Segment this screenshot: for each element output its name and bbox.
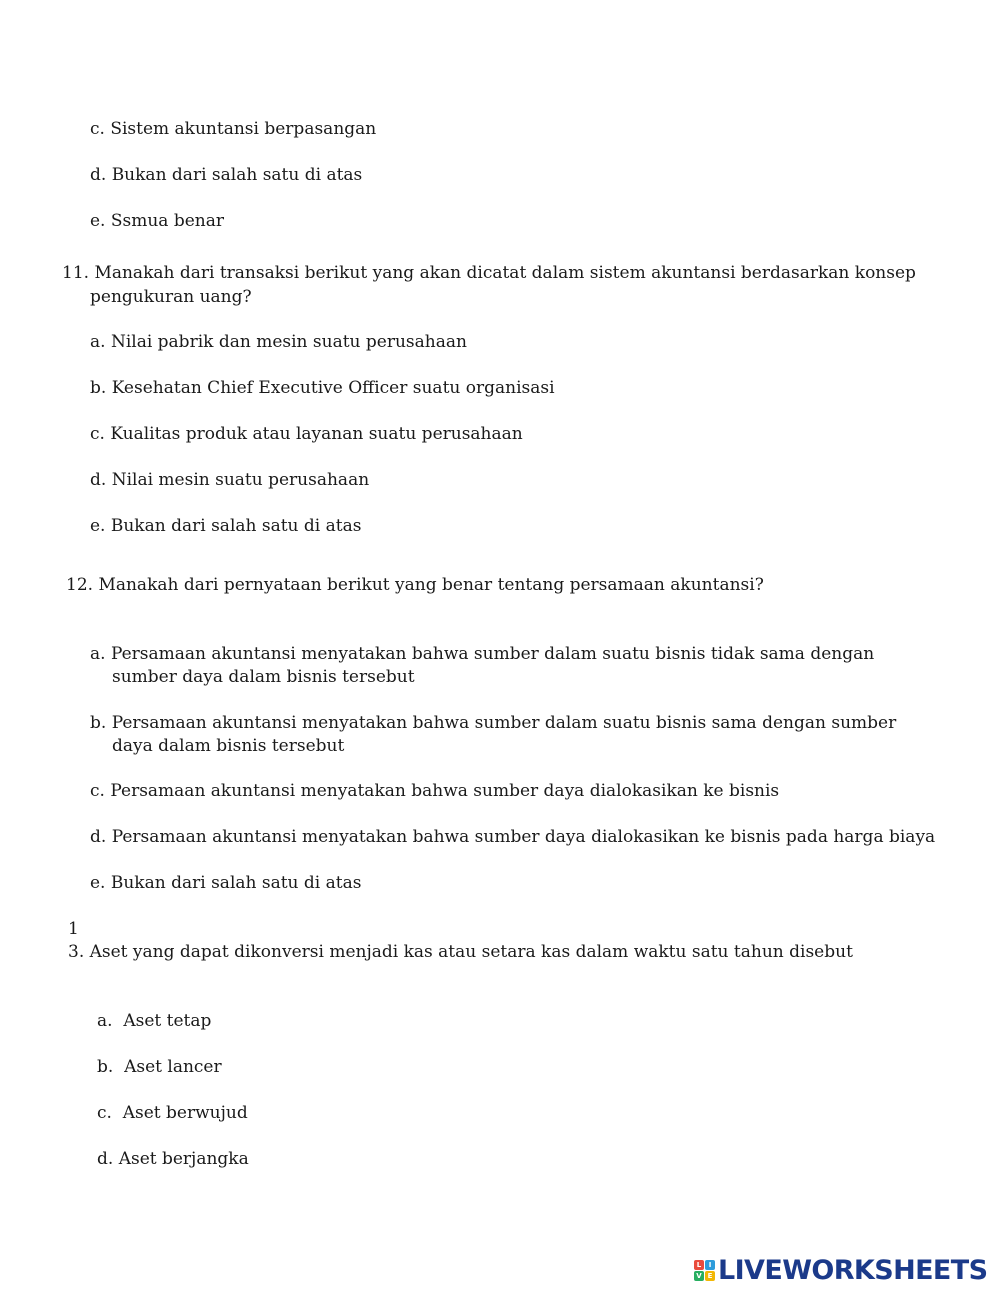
q11-question-line2: pengukuran uang?	[90, 287, 252, 307]
logo-mark-l: L	[694, 1260, 704, 1270]
q10-option-d: d. Bukan dari salah satu di atas	[90, 165, 363, 185]
q12-option-b-line2: daya dalam bisnis tersebut	[112, 736, 345, 756]
q13-number-fragment: 1	[68, 919, 79, 939]
logo-mark-e: E	[705, 1271, 715, 1281]
q12-option-c: c. Persamaan akuntansi menyatakan bahwa sumber daya dialokasikan ke bisnis	[90, 781, 780, 801]
q12-option-a-line2: sumber daya dalam bisnis tersebut	[112, 667, 415, 687]
q12-question: 12. Manakah dari pernyataan berikut yang benar tentang persamaan akuntansi?	[66, 575, 764, 595]
logo-text: LIVEWORKSHEETS	[718, 1254, 988, 1286]
q12-option-b-line1: b. Persamaan akuntansi menyatakan bahwa sumber dalam suatu bisnis sama dengan sumber	[90, 713, 897, 733]
q13-question: 3. Aset yang dapat dikonversi menjadi kas atau setara kas dalam waktu satu tahun disebut	[68, 942, 853, 962]
q12-option-a-line1: a. Persamaan akuntansi menyatakan bahwa sumber dalam suatu bisnis tidak sama dengan	[90, 644, 875, 664]
logo-mark-i: I	[705, 1260, 715, 1270]
q13-option-a: a. Aset tetap	[97, 1011, 212, 1031]
q11-option-a: a. Nilai pabrik dan mesin suatu perusahaan	[90, 332, 467, 352]
q11-option-d: d. Nilai mesin suatu perusahaan	[90, 470, 370, 490]
logo-mark-v: V	[694, 1271, 704, 1281]
q11-option-e: e. Bukan dari salah satu di atas	[90, 516, 362, 536]
q11-option-c: c. Kualitas produk atau layanan suatu perusahaan	[90, 424, 523, 444]
q13-option-c: c. Aset berwujud	[97, 1103, 248, 1123]
q10-option-c: c. Sistem akuntansi berpasangan	[90, 119, 377, 139]
q11-question-line1: 11. Manakah dari transaksi berikut yang akan dicatat dalam sistem akuntansi berdasarkan konsep	[62, 263, 916, 283]
q13-option-b: b. Aset lancer	[97, 1057, 222, 1077]
liveworksheets-logo	[694, 1256, 987, 1284]
q12-option-d: d. Persamaan akuntansi menyatakan bahwa sumber daya dialokasikan ke bisnis pada harga biaya	[90, 827, 936, 847]
logo-mark-icon	[694, 1260, 715, 1281]
q10-option-e: e. Ssmua benar	[90, 211, 224, 231]
q11-option-b: b. Kesehatan Chief Executive Officer suatu organisasi	[90, 378, 555, 398]
q12-option-e: e. Bukan dari salah satu di atas	[90, 873, 362, 893]
q13-option-d: d. Aset berjangka	[97, 1149, 249, 1169]
